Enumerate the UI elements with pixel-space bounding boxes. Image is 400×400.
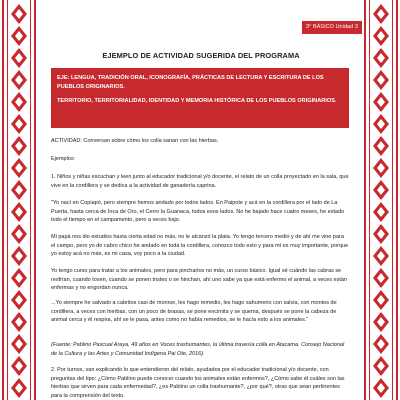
quote-paragraph-2: Mi papá nos dio estudios hasta cierta edad no más, no le alcanzó la plata. Yo tengo tercero medio y de ahí me vine para el campo, pero yo de cabro chico he andado en toda la cordillera, conozco todo esto y para mí es muy importante, porque yo estoy acá no más, es mi casa, voy poco a la ciudad.: [51, 234, 349, 258]
axis-info-box: [51, 68, 349, 128]
source-citation: (Fuente: Pablino Pascual Araya, 49 años en Voces trashumantes, la última travesía colla en Atacama. Consejo Nacional de la Cultura y las Artes y Comunidad Indígena Pai Ote, 2016).: [51, 342, 345, 357]
decorative-border-right: [362, 0, 400, 400]
grade-unit-tab: 3° BÁSICO Unidad 3: [302, 21, 362, 34]
quote-paragraph-4: ...Yo siempre he salvado a cabritos casi de morirse, les hago remedio, les hago sahumerio con salvia, con montes de cordillera, a veces con hierbas, con un poco de brasas, se pone encimita y se quema, después se pone la cabeza de animal cerca y él respira, ahí se le pasa, antes como no había remedios, se le hacía esto a los animales.": [51, 300, 337, 324]
paragraph-2: 2. Por turnos, van explicando lo que entendieron del relato, ayudados por el educador tradicional y/o docente, con preguntas del tipo: ¿Cómo Pablino puede conocer cuando los animales están enfermos?, ¿Cómo sabe él cuáles son las hierbas que sirven para cada enfermedad?, ¿es Pablino un colla trashumante?, ¿por qué?, otras que sean pertinentes para la comprensión del texto.: [51, 367, 345, 399]
decorative-border-left: [0, 0, 38, 400]
paragraph-1: 1. Niños y niñas escuchan y leen junto al educador tradicional y/o docente, el relato de un colla proyectado en la sala, que vive en la cordillera y se dedica a la actividad de ganadería caprina.: [51, 174, 349, 189]
actividad-line: ACTIVIDAD: Conversan sobre cómo los colla sanan con las hierbas.: [51, 138, 219, 144]
page-title: EJEMPLO DE ACTIVIDAD SUGERIDA DEL PROGRAMA: [102, 51, 300, 60]
quote-paragraph-1: "Yo nací en Copiapó, pero siempre hemos andado por todos lados. En Paipote y acá en la cordillera por el lado de La Puerta, hasta cerca de Inca de Oro, el Cerro la Guanaca, todos esos lados. No he bajado hace cuatro meses, he estado todo el tiempo en el campamento, pero a veces bajo.: [51, 200, 345, 224]
andean-pattern-right: [362, 0, 400, 400]
ejemplos-label: Ejemplos:: [51, 156, 76, 162]
andean-pattern-left: [0, 0, 38, 400]
eje-text: EJE: LENGUA, TRADICIÓN ORAL, ICONOGRAFÍA, PRÁCTICAS DE LECTURA Y ESCRITURA DE LOS PUEBLOS ORIGINARIOS.: [57, 75, 324, 90]
territorio-text: TERRITORIO, TERRITORIALIDAD, IDENTIDAD Y MEMORIA HISTÓRICA DE LOS PUEBLOS ORIGINARIOS.: [57, 98, 337, 104]
quote-paragraph-3: Yo tengo curso para tratar a los animales, pero para pincharlos no más, un curso básico. Igual sé cuándo las cabras se resfrían, cuando tosen, cuando se ponen tristes o se hinchan, ahí uno sabe ya que está enfermo el animal, a veces están enfermas y no engordan nunca.: [51, 268, 347, 292]
